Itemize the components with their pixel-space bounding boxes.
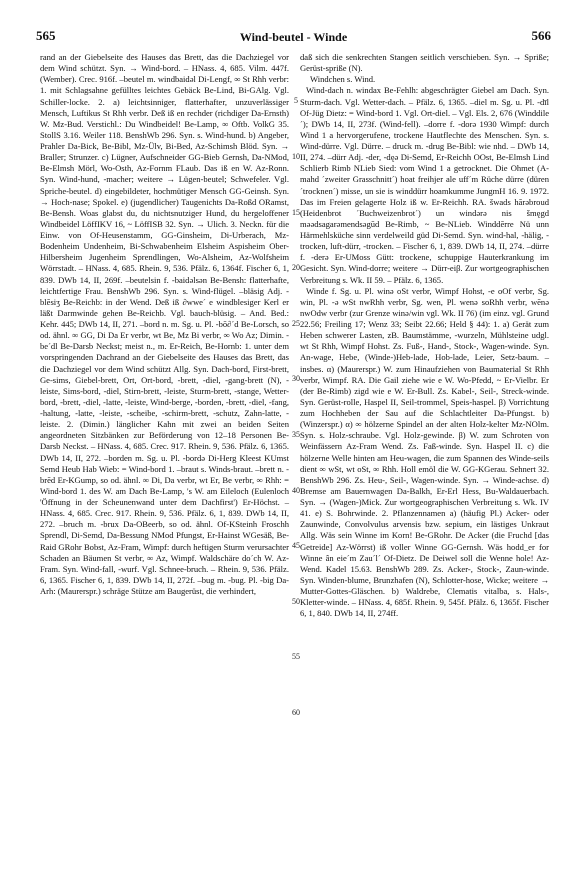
right-column-para-3: Wind-dach n. windax Be-Fehlh: abgeschrägter Giebel am Dach. Syn. Sturm-dach. Vgl. Wetter-dach. – Pfälz. 6, 1365. –diel m. Sg. u. Pl. -dīl Of-Jüg Dietz: = Wind-bord 1. Vgl. Ort-diel. – Vgl. Els. 2, 676 (Winddile´); DWb 14, II, 273f. (Wind-fell). –dorre f. -dorə 1930 Wimpf: durch Wind 1 a hervorgerufene, trockene Hautflechte des Menschen. Syn. s. Wind-dürre. Vgl. Dürre. – druck m. -drug Be-Bibl: wie nhd. – DWb 14, II, 274. –dürr Adj. -der, -dęə Di-Semd, Er-Reichh OOst, Be-Elmsh Lind Schlierb Rimb NLieb Sied: vom Wind 1 a getrocknet. Die Ohmet (A-mahd ´zweiter Grasschnitt´) hoat freihjer ale uff´m Rüche dürre (düren ´trocknen´) misse, un sie is winddürr hoamkumme JungmH 16. 9. 1972. Das im Freien gelagerte Holz iß w. Er-Reichh. RA. šwads hārəbroud (Heidenbrot ´Buchweizenbrot´) un windərə nis šmęgd məədsagarəmendsəgūd Be-Rimb, ~ Be-NLieb. Winddērre Nü unn Härmehlsküche sinn verdelweild güd Di-Semd. Syn. wind-hal, -hälig, -trocken, luft-dürr, -trocken. – Fischer 6, 1, 839. DWb 14, II, 274. –dürre f. -derə Er-UMoss Gütt: trockene, schuppige Hauterkrankung im Gesicht. Syn. Wind-dorre; weitere → Dürr-eiβ. Zur wortgeographischen Verbreitung s. Wk. II 59. – Pfälz. 6, 1365. xyxy=(300,85,549,285)
line-number: 5 xyxy=(294,96,298,106)
running-head: Wind-beutel - Winde xyxy=(239,30,348,44)
right-column-para-4: Winde f. Sg. u. Pl. winə oSt verbr, Wimpf Hohst, -e oOf verbr, Sg. win, Pl. -ə wSt nwRhh verbr, Sg. wen, Pl. wenə soRhh verbr, wēnə nwOdw verbr (zur Grenze winə/win vgl. Wk. II 76) (im einz. vgl. Grund 22.56; Freiling 17; Wenz 33; Seibt 22.66; Held § 44): 1. a) Gerät zum Heben schwerer Lasten, zB. Baumstämme, -wurzeln, Mühlsteine udgl. wt St Rhh, Wimpf Hohst. Zs. Fuß-, Hand-, Stock-, Wagen-winde. Syn. An-wage, Hebe, (Winde-)Heb-lade, Hob-lade, Leier, Setz-baum. – insbes. α) (Maurerspr.) W. zum Hinaufziehen von Baumaterial St Rhh verbr, Wimpf. RA. Die Gail ziehe wie e W. Wo-Pfedd, ~ Er-Vielbr. Er (der Be-Rimb) zigd wie e W. Er-Bull. Zs. Kabel-, Seil-, Streck-winde. Syn. Gerüst-rolle, Haspel II, Seil-trommel, Spеis-haspel. β) Vorrichtung zum Hochheben der Sau auf die Schlachtleiter Da-Pfungst. b) (Winzerspr.) α) ∞ hölzerne Spindel an der alten Holz-kelter Mz-NOlm. Syn. s. Holz-schraube. Vgl. Holz-gewinde. β) W. zum Schroten von Weinfässern Az-Fram Wend. Zs. Faß-winde. Syn. Haspel II. c) die hölzerne Welle hinten am Heu-wagen, die zum Spannen des Winde-seils dient ∞ wSt, wt oSt, ∞ Rhh. Holl emöl die W. GG-KGerau. Sehnert 32. BenshWb 296. Zs. Heu-, Seil-, Wagen-winde. Syn. → Winde-achse. d) Bremse am Bauernwagen Da-Balkh, Er-Erl Hess, Bu-Waldauerbach. Syn. → (Wagen-)Mick. Zur wortgeographischen Verbreitung s. Wk. IV 41. e) S. Bohrwinde. 2. Pflanzennamen a) (häufig Pl.) Acker- oder Zaunwinde, Convolvulus arvensis bzw. sepium, ein lästiges Unkraut Allg. Wäs sein Winne im Korn! Be-GRohr. De Acker (die Fruchd [das Getreide] Az-Wörrst) iß voller Winne GG-Gernsh. Wäs hodd_er for Winne ân eie´m Zau´l´ Of-Dietz. De Deiwel soll die Wenne hole! Az-Wend. Kadel 15.63. BenshWb 289. Zs. Acker-, Stock-, Zaun-winde. Syn. Winden-blume, Brunzhafen (N), Schlotter-hose, Wicke; weitere → Mutter-Gottes-Gläschen. b) Waldrebe, Clematis vitalba, s. Hals-, Kletter-winde. – HNass. 4, 685f. Rhein. 9, 545f. Pfälz. 6, 1365f. Fischer 6, 1, 840. DWb 14, II, 274ff. xyxy=(300,285,549,619)
line-number: 55 xyxy=(292,652,300,662)
left-column xyxy=(40,52,289,597)
line-number: 35 xyxy=(292,430,300,440)
right-column-para-2: Windchen s. Wind. xyxy=(310,74,376,85)
line-number: 10 xyxy=(292,152,300,162)
left-column-text: rand an der Giebelseite des Hauses das Brett, das die Dachziegel vor dem Wind schützt. Syn. → Wind-bord. – HNass. 4, 685. Vilm. 447f. (Wember). Crec. 916f. –beutel m. windbaidəl Di-Lengf, ∞ St Rhh verbr: 1. mit Schlagsahne gefülltes leichtes Gebäck Be-Lind, Bi-GAlg. Vgl. Schiller-locke. 2. a) leichtsinniger, flatterhafter, unzuverlässiger Mensch, Luftikus St Rhh verbr. Deß iß en rechder (richdiger Da-Ernsth) W. Mz-Bud. Verstichl.: Du Windbeidel! Be-Lamp, ∞ Oftb. VolkG 35. StollS 3.16. Weiler 118. BenshWb 296. Syn. s. Wind-hund. b) Angeber, Prahler Da-Bick, Be-Bibl, Mz-Ülv, Bi-Bed, Az-Schimsh Blöd. Syn. → Braller; Strunzer. c) Lügner, Aufschneider GG-Bieb Gernsh, Da-NMod, Be-Elmsh Mörl, Wo-Osth, Az-Fornm FLaub. Das iß en W. Az-Ronn. Syn. Wind-hund, -macher; weitere → Lügen-beutel; Schwefeler. Vgl. Spriche-beutel. d) eingebildeter, hochmütiger Mensch GG-Geinsh. Syn. → Hoch-nase; Spokel. e) (jugendlicher) Taugenichts Da-Roßd ORamst, Be-Bensh. Woas glabst du, du nichtsnutziger Hund, du hergeloffener Windbeidel LöffIKV 16, ~ LöffISB 32. Syn. → Ulich. 3. Neckn. für die Einw. von Of-Heusenstamm, GG-Ginsheim, Di-Urberach, Mz-Bodenheim Undenheim, Bi-Schwabenheim Elsheim Aspisheim Ober-Hilbersheim Jugenheim Sprendlingen, Wo-Alsheim, Az-Wolfsheim Wörrstadt. – HNass. 4, 685. Rhein. 9, 536. Pfälz. 6, 1364f. Fischer 6, 1, 839. DWb 14, II, 269f. –beutelsin f. -baidəlsən Be-Bensh: flatterhafte, leichtfertige Frau. BenshWb 296. Syn. s. Wind-flügel. –bläsig Adj. -blēsiʒ Be-Reichb: in der Wend. Deß iß ∂wwe´ e windblesiger Kerl er läßt Darmwinde gehen Be-Reichb. Vgl. bauch-blüsig. – And. Bed.: Kehr. 445; DWb 14, II, 271. –bord n. m. Sg. u. Pl. -bō∂´d Be-Lorsch, so od. ähnl. ∞ GG, Di Da Er verbr, wt Be, Mz Bi verbr, ∞ Wo Az; Dimin. -be´dl Be-Darsb Neckst; meist n., m. Er-Reich, Be-Hornb: 1. unter dem vorspringenden Dachrand an der Giebelseite des Hauses das Brett, das die Dachziegel vor dem Wind schützt Allg. Syn. Dach-bord, First-brett, Ge-sims, Giebel-brett, Ort, Ort-bord, -brett, -diel, -gang-brett (N), -leiste, Sims-bord, -diel, Stirn-brett, -leiste, Sturm-brett, -stange, Wetter-bord, -brett, -diel, -latte, -leiste, Wind-berge, -borden, -brett, -diel, -fang, -haltung, -latte, -leiste, -scheibe, -schirm-brett, -schutz, Zahn-latte, -leiste. 2. (Dimin.) länglicher Kahn mit zwei an beiden Seiten angeordneten Sitzbänken zur Beförderung von 12–18 Personen Be-Darsb Neckst. – HNass. 4, 685. Crec. 917. Rhein. 9, 536. Pfälz. 6, 1365. DWb 14, II, 272. –borden m. Sg. u. Pl. -bordə Di-Herg Kleest KUmst Semd Heub Hab Wieb: = Wind-bord 1. –braut s. Winds-braut. –brett n. -brēd Er-KGump, so od. ähnl. ∞ Di, Da verbr, wt Er, Be verbr, ∞ Rhh: = Wind-bord 1. des W. am Dach Be-Lamp, 's W. am Eileloch (Eulenloch 'Öffnung in der Scheunenwand unter dem Dachfirst') Er-Höchst. – HNass. 4, 685. Crec. 917. Rhein. 9, 536. Pfälz. 6, 1, 839. DWb 14, II, 272. –bruch m. -brux Da-OBeerb, so od. ähnl. Of-KSteinh Froschh Sprendl, Di-Semd, Da-Bessung NMod Pfungst, Er-Hainst WGesäß, Be-Raid GRohr Bobst, Az-Fram, Wimpf: durch heftigen Sturm verursachter Schaden an Bäumen St verbr, ∞ Az, Wimpf. Waldschäre do´ch W. Az-Fram. Syn. Wind-fall, -wurf. Vgl. Schnee-bruch. – Rhein. 9, 536. Pfälz. 6, 1365. Fischer 6, 1, 839. DWb 14, II, 272f. –bug m. -bug. Pl. -big Da-Arh: (Maurerspr.) schräge Stütze am Baugerüst, die verhindert, xyxy=(40,52,289,596)
line-number: 15 xyxy=(292,207,300,217)
line-number: 60 xyxy=(292,708,300,718)
line-number: 30 xyxy=(292,374,300,384)
line-number: 20 xyxy=(292,263,300,273)
line-number: 40 xyxy=(292,485,300,495)
page-number-left: 565 xyxy=(36,28,56,43)
right-column xyxy=(300,52,549,619)
line-number: 50 xyxy=(292,596,300,606)
right-column-para-1: daß sich die senkrechten Stangen seitlich verschieben. Syn. → Spriße; Gerüst-spriße (N). xyxy=(300,52,549,74)
line-number: 45 xyxy=(292,541,300,551)
line-number: 25 xyxy=(292,318,300,328)
page-number-right: 566 xyxy=(531,28,551,43)
